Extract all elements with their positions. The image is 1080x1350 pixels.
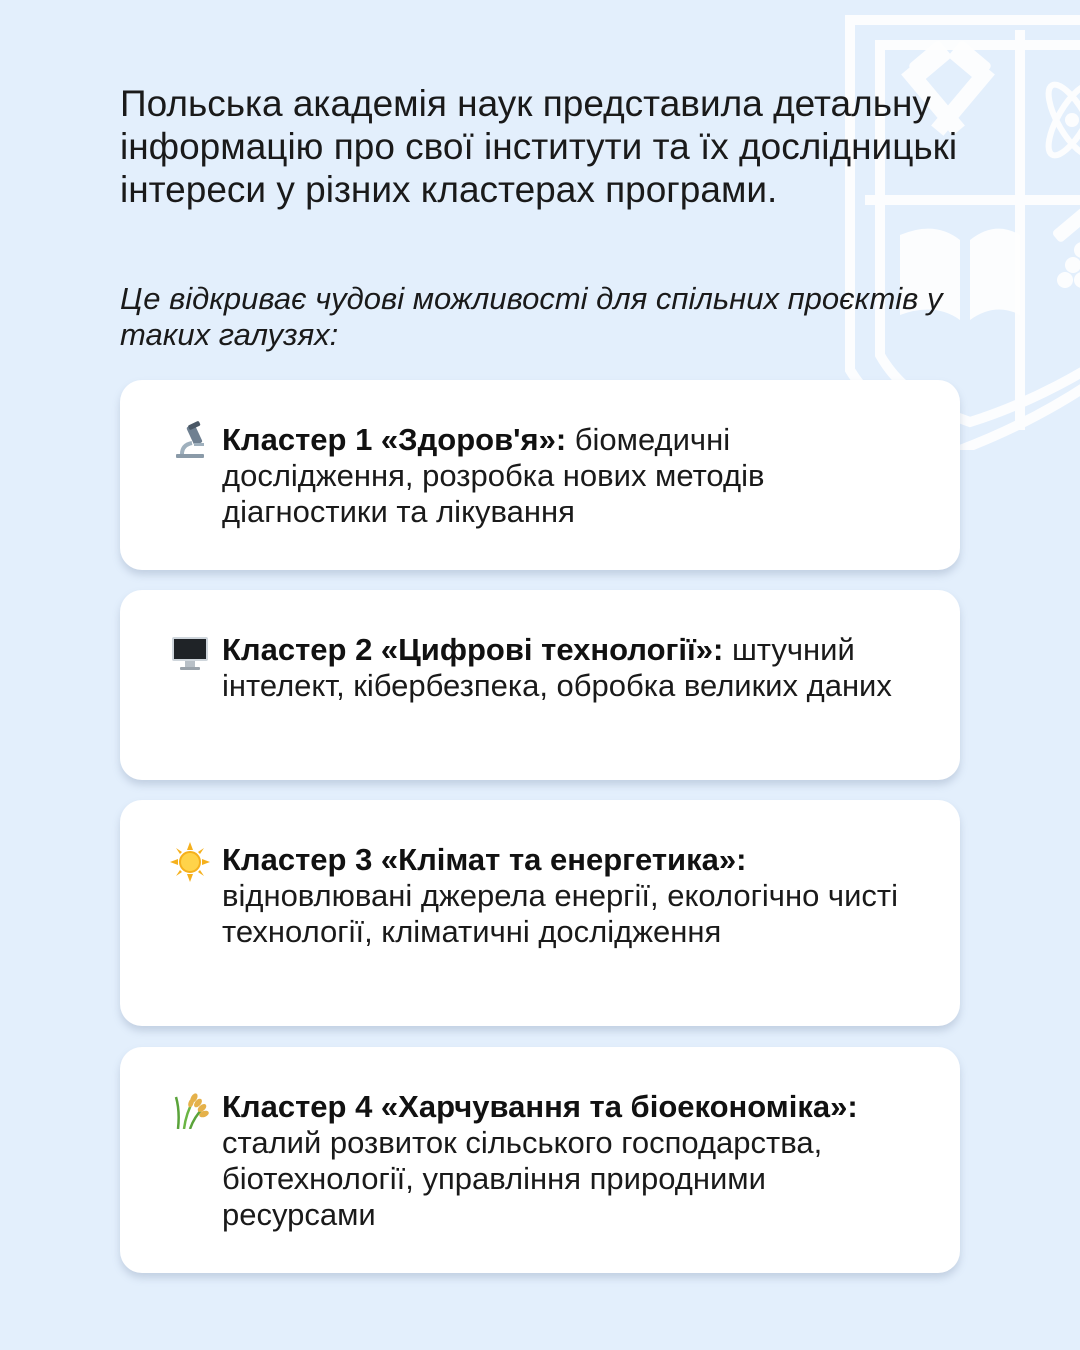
wheat-icon (170, 1089, 210, 1129)
cluster-text (222, 842, 920, 950)
microscope-icon (170, 421, 210, 461)
cluster-text (222, 632, 920, 704)
cluster-description: відновлювані джерела енергії, екологічно чисті технології, кліматичні дослідження (222, 878, 898, 949)
cluster-card-health (120, 380, 960, 570)
cluster-text (222, 422, 920, 530)
cluster-card-food (120, 1047, 960, 1273)
subtitle-text: Це відкриває чудові можливості для спільних проєктів у таких галузях: (120, 281, 943, 352)
cluster-title: Кластер 1 «Здоров'я»: (222, 422, 567, 457)
cluster-description: штучний інтелект, кібербезпека, обробка великих даних (222, 632, 892, 703)
sun-icon (170, 842, 210, 882)
intro-text: Польська академія наук представила детальну інформацію про свої інститути та їх дослідницькі інтереси у різних кластерах програми. (120, 83, 958, 210)
cluster-card-climate (120, 800, 960, 1026)
cluster-title: Кластер 3 «Клімат та енергетика»: (222, 842, 747, 877)
cluster-text (222, 1089, 920, 1233)
cluster-card-digital (120, 590, 960, 780)
cluster-description: біомедичні дослідження, розробка нових методів діагностики та лікування (222, 422, 765, 529)
cluster-description: сталий розвиток сільського господарства, біотехнології, управління природними ресурсами (222, 1125, 823, 1232)
computer-icon (170, 632, 210, 672)
cluster-title: Кластер 4 «Харчування та біоекономіка»: (222, 1089, 858, 1124)
cluster-title: Кластер 2 «Цифрові технології»: (222, 632, 724, 667)
